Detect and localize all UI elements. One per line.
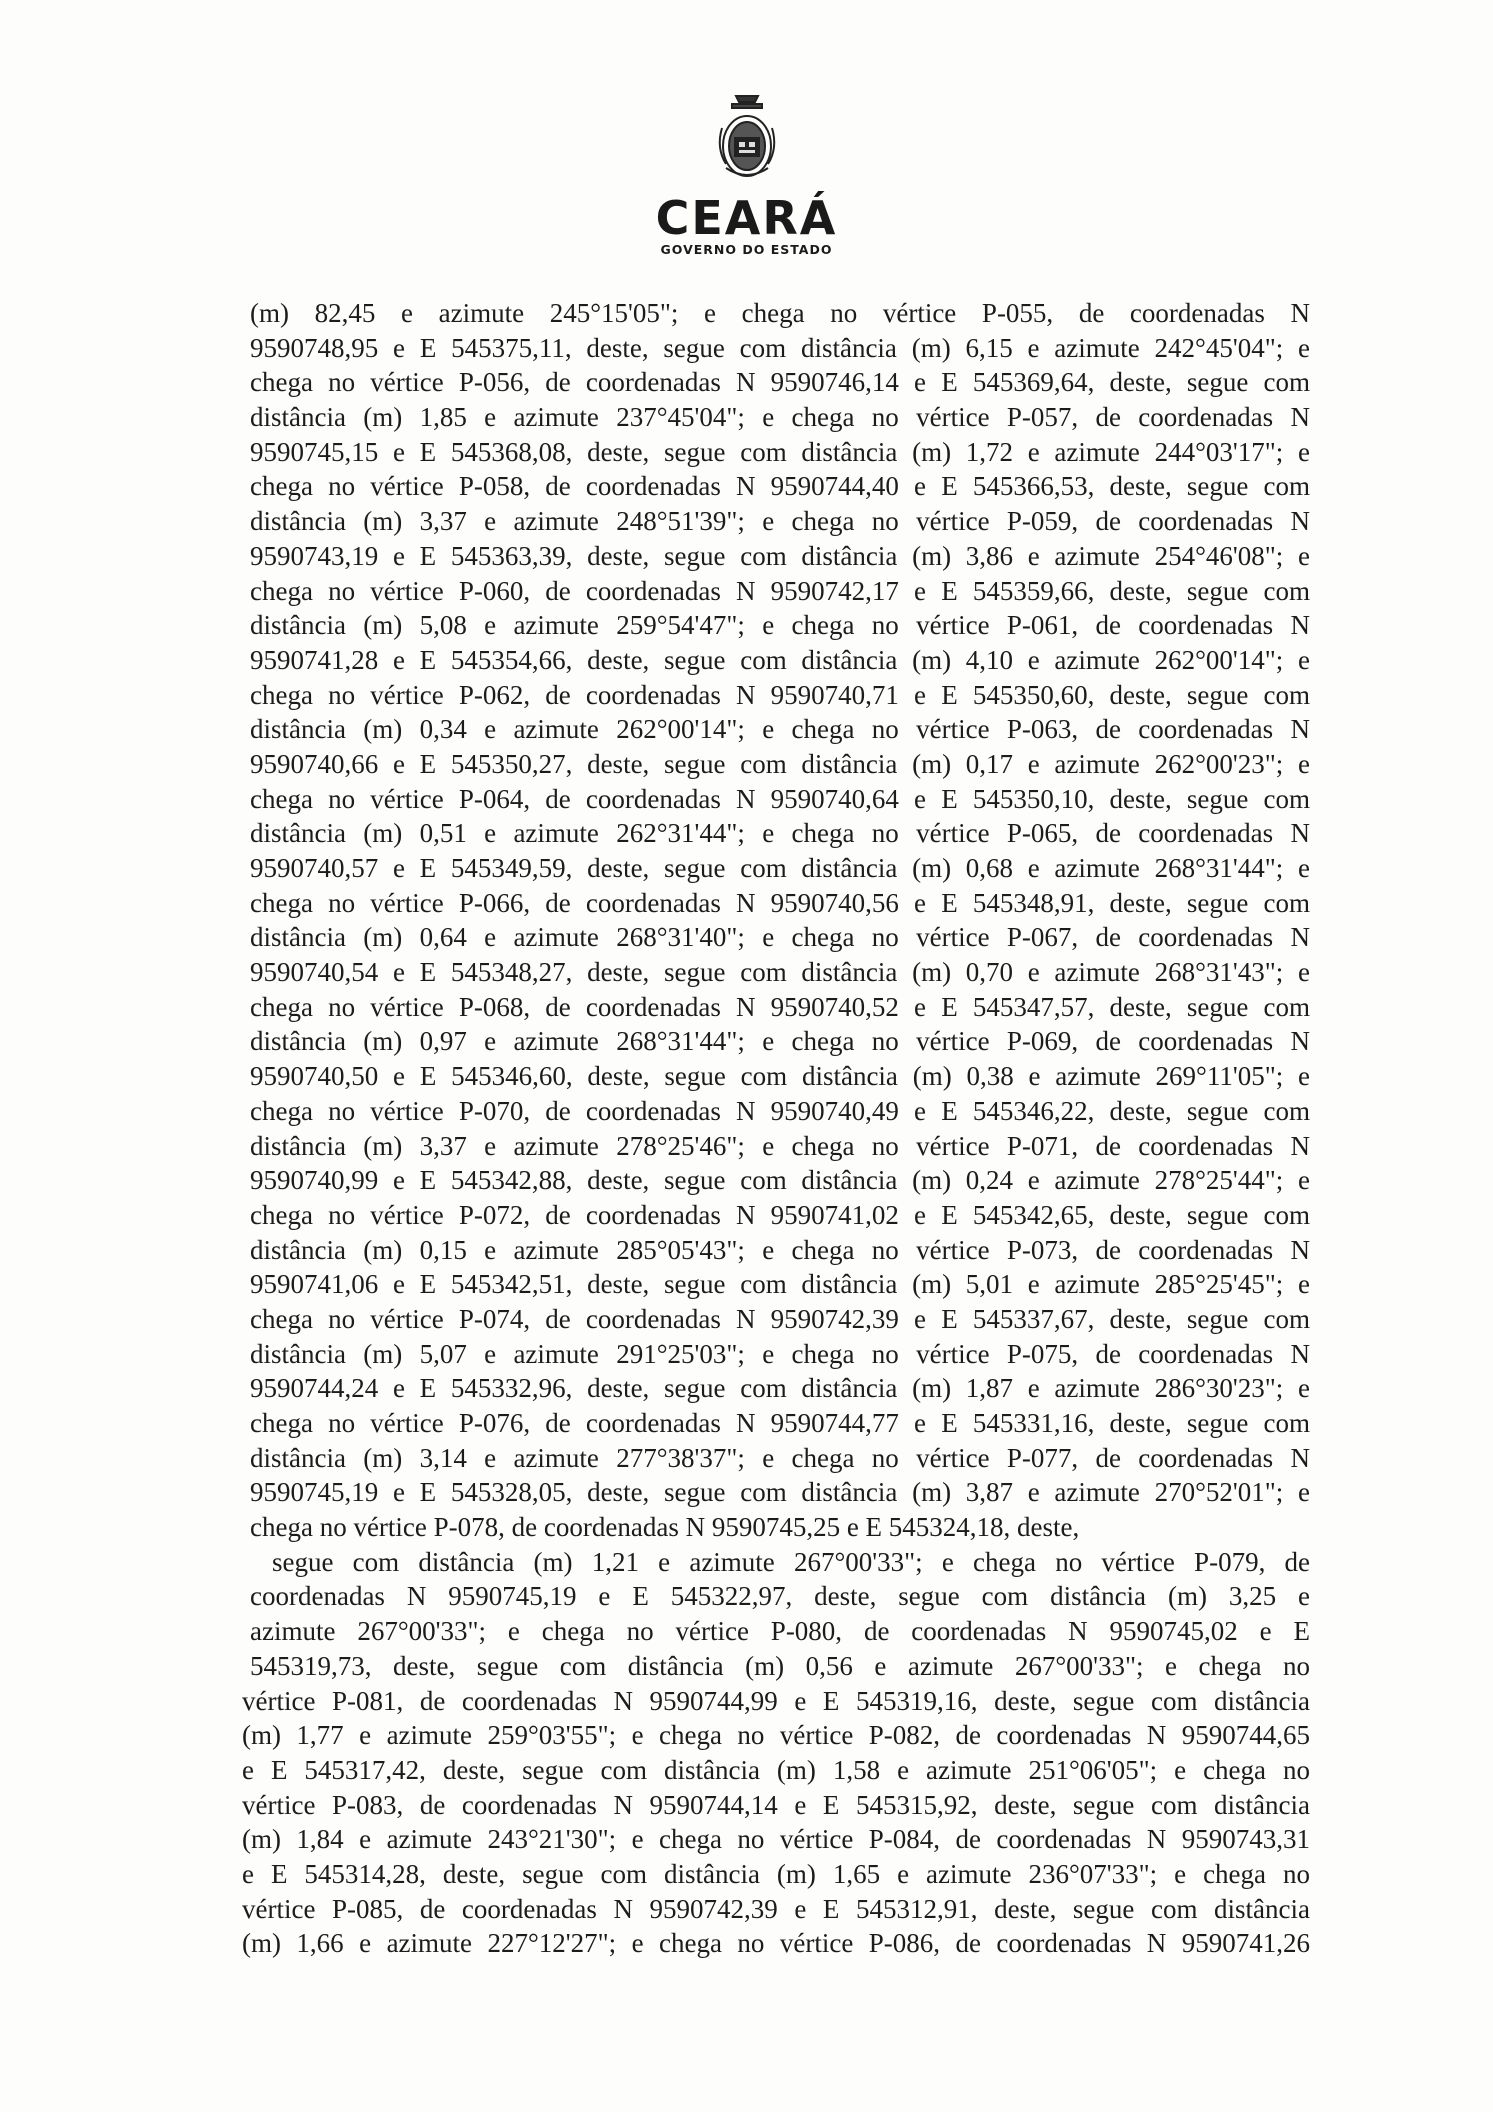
text-line: distância (m) 0,51 e azimute 262°31'44"; e chega no vértice P-065, de coordenadas N [250,818,1310,849]
text-line: coordenadas N 9590745,19 e E 545322,97, deste, segue com distância (m) 3,25 e [250,1581,1310,1612]
state-coat-of-arms-icon [706,88,788,192]
text-line: (m) 82,45 e azimute 245°15'05"; e chega no vértice P-055, de coordenadas N [250,298,1310,328]
text-line: chega no vértice P-062, de coordenadas N 9590740,71 e E 545350,60, deste, segue com [250,679,1310,710]
text-line: 9590740,57 e E 545349,59, deste, segue com distância (m) 0,68 e azimute 268°31'44"; e [250,853,1310,883]
text-line: 545319,73, deste, segue com distância (m) 0,56 e azimute 267°00'33"; e chega no [250,1650,1310,1681]
text-line: chega no vértice P-064, de coordenadas N 9590740,64 e E 545350,10, deste, segue com [250,783,1310,814]
text-line: distância (m) 3,37 e azimute 278°25'46"; e chega no vértice P-071, de coordenadas N [250,1130,1310,1161]
text-line: chega no vértice P-074, de coordenadas N 9590742,39 e E 545337,67, deste, segue com [250,1303,1310,1334]
text-line: chega no vértice P-078, de coordenadas N 9590745,25 e E 545324,18, deste, [250,1512,1080,1543]
text-line: 9590745,15 e E 545368,08, deste, segue com distância (m) 1,72 e azimute 244°03'17"; e [250,436,1310,467]
text-line: distância (m) 0,34 e azimute 262°00'14"; e chega no vértice P-063, de coordenadas N [250,714,1310,745]
text-line: vértice P-081, de coordenadas N 9590744,99 e E 545319,16, deste, segue com distância [242,1685,1310,1716]
text-line: vértice P-085, de coordenadas N 9590742,39 e E 545312,91, deste, segue com distância [242,1893,1310,1924]
text-line: e E 545317,42, deste, segue com distância (m) 1,58 e azimute 251°06'05"; e chega no [242,1754,1310,1785]
text-line: 9590743,19 e E 545363,39, deste, segue com distância (m) 3,86 e azimute 254°46'08"; e [250,540,1310,571]
text-line: distância (m) 0,97 e azimute 268°31'44"; e chega no vértice P-069, de coordenadas N [250,1026,1310,1057]
text-line: distância (m) 3,14 e azimute 277°38'37"; e chega no vértice P-077, de coordenadas N [250,1442,1310,1473]
text-line: (m) 1,66 e azimute 227°12'27"; e chega no vértice P-086, de coordenadas N 9590741,26 [242,1928,1310,1959]
text-line: chega no vértice P-060, de coordenadas N 9590742,17 e E 545359,66, deste, segue com [250,575,1310,606]
text-line: 9590740,99 e E 545342,88, deste, segue com distância (m) 0,24 e azimute 278°25'44"; e [250,1165,1310,1196]
text-line: distância (m) 3,37 e azimute 248°51'39"; e chega no vértice P-059, de coordenadas N [250,506,1310,537]
text-line: vértice P-083, de coordenadas N 9590744,14 e E 545315,92, deste, segue com distância [242,1789,1310,1820]
text-line: chega no vértice P-070, de coordenadas N 9590740,49 e E 545346,22, deste, segue com [250,1095,1310,1126]
text-line: 9590741,06 e E 545342,51, deste, segue com distância (m) 5,01 e azimute 285°25'45"; e [250,1269,1310,1300]
text-line: 9590741,28 e E 545354,66, deste, segue com distância (m) 4,10 e azimute 262°00'14"; e [250,644,1310,675]
text-line: 9590744,24 e E 545332,96, deste, segue com distância (m) 1,87 e azimute 286°30'23"; e [250,1373,1310,1404]
government-subtitle: GOVERNO DO ESTADO [660,242,833,257]
text-line: distância (m) 5,08 e azimute 259°54'47"; e chega no vértice P-061, de coordenadas N [250,610,1310,641]
text-line: 9590745,19 e E 545328,05, deste, segue com distância (m) 3,87 e azimute 270°52'01"; e [250,1477,1310,1508]
text-line: chega no vértice P-056, de coordenadas N 9590746,14 e E 545369,64, deste, segue com [250,367,1310,398]
text-line: 9590740,66 e E 545350,27, deste, segue com distância (m) 0,17 e azimute 262°00'23"; e [250,748,1310,779]
text-line: chega no vértice P-066, de coordenadas N 9590740,56 e E 545348,91, deste, segue com [250,887,1310,918]
text-line: 9590740,50 e E 545346,60, deste, segue com distância (m) 0,38 e azimute 269°11'05"; e [250,1061,1310,1092]
text-line: chega no vértice P-072, de coordenadas N 9590741,02 e E 545342,65, deste, segue com [250,1199,1310,1230]
text-line: chega no vértice P-076, de coordenadas N 9590744,77 e E 545331,16, deste, segue com [250,1408,1310,1438]
text-line: distância (m) 0,64 e azimute 268°31'40"; e chega no vértice P-067, de coordenadas N [250,922,1310,953]
text-line: 9590748,95 e E 545375,11, deste, segue com distância (m) 6,15 e azimute 242°45'04"; e [250,332,1310,363]
letterhead [0,88,1493,257]
text-line: distância (m) 5,07 e azimute 291°25'03"; e chega no vértice P-075, de coordenadas N [250,1338,1310,1369]
text-line: distância (m) 1,85 e azimute 237°45'04"; e chega no vértice P-057, de coordenadas N [250,402,1310,433]
text-line: distância (m) 0,15 e azimute 285°05'43"; e chega no vértice P-073, de coordenadas N [250,1234,1310,1265]
text-line: chega no vértice P-068, de coordenadas N 9590740,52 e E 545347,57, deste, segue com [250,991,1310,1022]
text-line: (m) 1,77 e azimute 259°03'55"; e chega no vértice P-082, de coordenadas N 9590744,65 [242,1720,1310,1751]
state-name: CEARÁ [655,191,838,245]
text-line: segue com distância (m) 1,21 e azimute 267°00'33"; e chega no vértice P-079, de [272,1546,1310,1577]
document-body [242,296,1310,1961]
text-line: 9590740,54 e E 545348,27, deste, segue com distância (m) 0,70 e azimute 268°31'43"; e [250,957,1310,988]
text-line: (m) 1,84 e azimute 243°21'30"; e chega no vértice P-084, de coordenadas N 9590743,31 [242,1824,1310,1855]
text-line: azimute 267°00'33"; e chega no vértice P-080, de coordenadas N 9590745,02 e E [250,1616,1310,1647]
text-line: chega no vértice P-058, de coordenadas N 9590744,40 e E 545366,53, deste, segue com [250,471,1310,502]
text-line: e E 545314,28, deste, segue com distância (m) 1,65 e azimute 236°07'33"; e chega no [242,1858,1310,1889]
